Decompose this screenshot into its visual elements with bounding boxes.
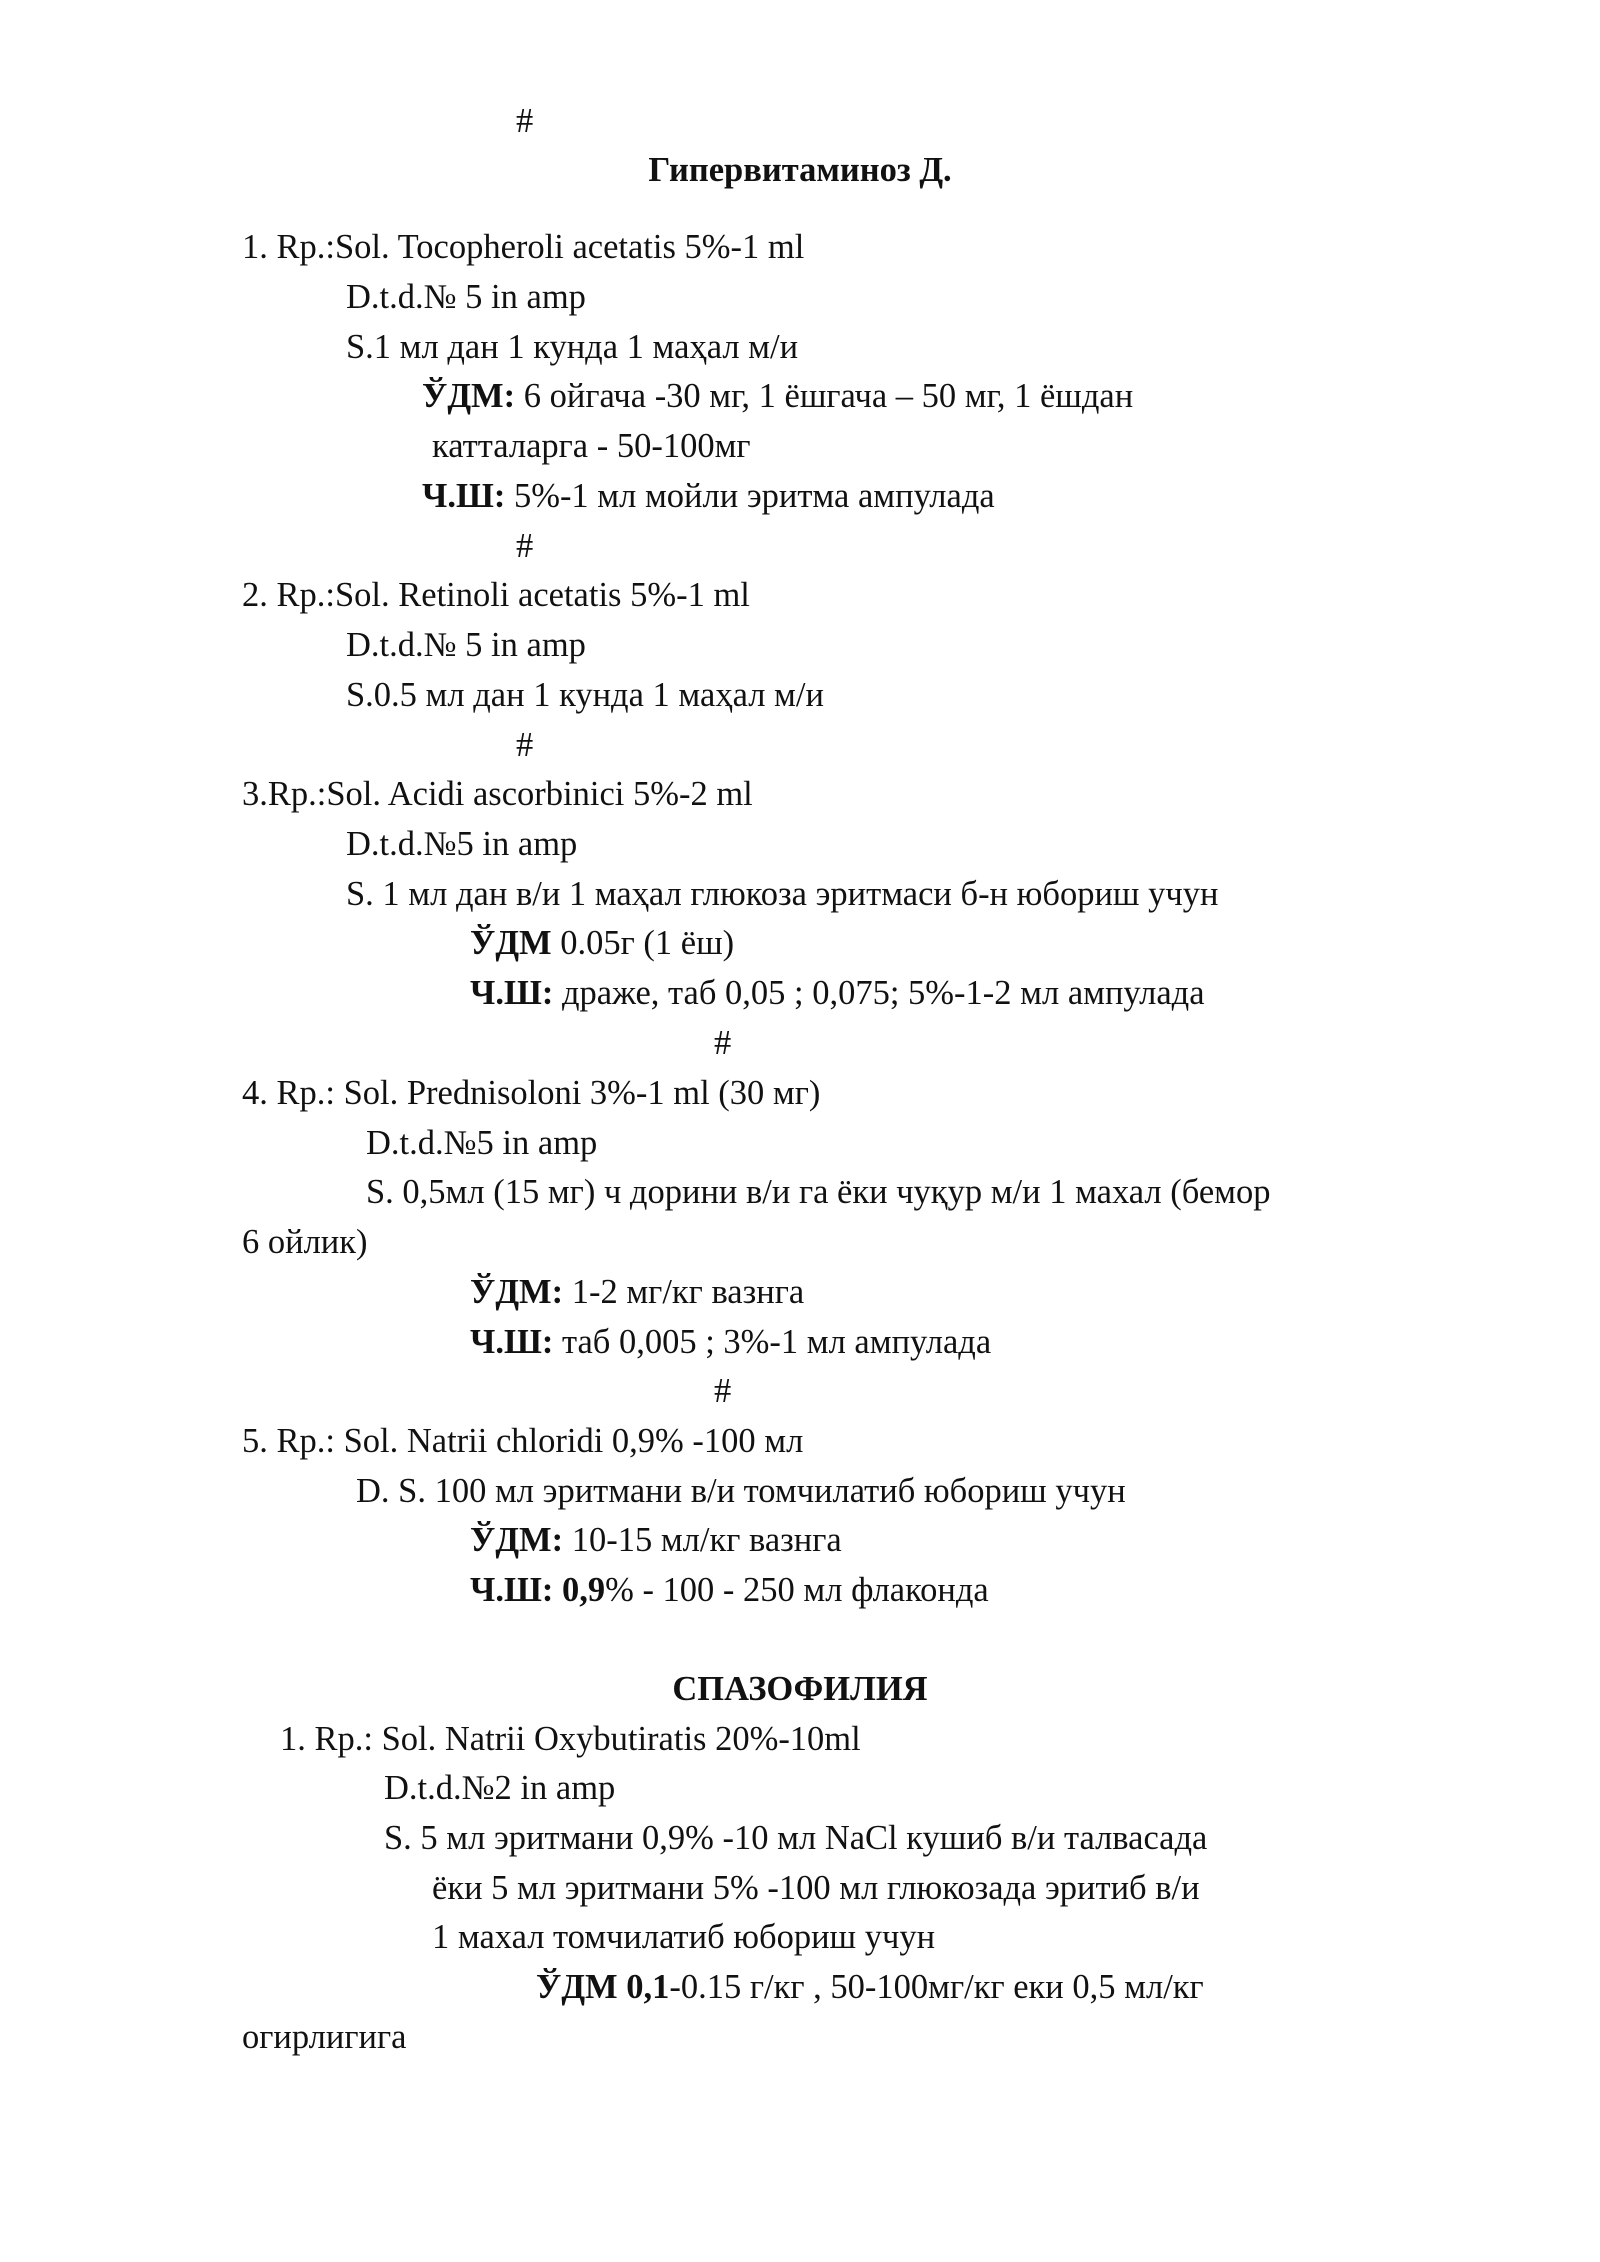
- section-title-spasmophilia: СПАЗОФИЛИЯ: [672, 1670, 928, 1708]
- section-title-hypervitaminosis: Гипервитаминоз Д.: [648, 151, 952, 189]
- rx3-chsh-line: [470, 976, 1205, 1011]
- udm-text: 1-2 мг/кг вазнга: [563, 1273, 805, 1311]
- rx2-recipe-line: 2. Rp.:Sol. Retinoli acetatis 5%-1 ml: [242, 576, 750, 614]
- rx3-udm-line: [470, 926, 734, 961]
- rx2-dtd-line: D.t.d.№ 5 in amp: [346, 626, 586, 664]
- udm-text: 6 ойгача -30 мг, 1 ёшгача – 50 мг, 1 ёшдан: [515, 377, 1134, 415]
- rx4-signa-line: S. 0,5мл (15 мг) ч дорини в/и га ёки чуқур м/и 1 махал (бемор: [366, 1173, 1271, 1211]
- udm-text: 10-15 мл/кг вазнга: [563, 1521, 842, 1559]
- rx1-dtd-line: D.t.d.№ 5 in amp: [346, 278, 586, 316]
- rx4-chsh-line: [470, 1325, 991, 1360]
- s2-rx1-dtd-line: D.t.d.№2 in amp: [384, 1769, 616, 1807]
- s2-rx1-udm-continuation: огирлигига: [242, 2018, 407, 2056]
- separator-mark: #: [714, 1024, 732, 1062]
- s2-rx1-signa-continuation-1: ёки 5 мл эритмани 5% -100 мл глюкозада эритиб в/и: [432, 1869, 1200, 1907]
- separator-mark: #: [516, 726, 534, 764]
- udm-label: ЎДМ:: [470, 1521, 564, 1559]
- udm-label: ЎДМ:: [422, 377, 516, 415]
- rx1-udm-continuation: катталарга - 50-100мг: [432, 427, 751, 465]
- udm-label: ЎДМ:: [470, 1273, 564, 1311]
- chsh-label: Ч.Ш:: [470, 974, 554, 1012]
- udm-text: -0.15 г/кг , 50-100мг/кг еки 0,5 мл/кг: [669, 1968, 1204, 2006]
- s2-rx1-recipe-line: 1. Rp.: Sol. Natrii Oxybutiratis 20%-10ml: [280, 1720, 861, 1758]
- rx5-ds-line: D. S. 100 мл эритмани в/и томчилатиб юбориш учун: [356, 1472, 1126, 1510]
- rx2-signa-line: S.0.5 мл дан 1 кунда 1 маҳал м/и: [346, 676, 824, 714]
- s2-rx1-signa-line: S. 5 мл эритмани 0,9% -10 мл NaCl кушиб в/и талвасада: [384, 1819, 1208, 1857]
- udm-label: ЎДМ: [470, 924, 552, 962]
- chsh-label: Ч.Ш:: [470, 1323, 554, 1361]
- rx3-signa-line: S. 1 мл дан в/и 1 маҳал глюкоза эритмаси б-н юбориш учун: [346, 875, 1219, 913]
- chsh-label: Ч.Ш:: [422, 477, 506, 515]
- rx4-udm-line: [470, 1275, 804, 1310]
- chsh-label: Ч.Ш: 0,9: [470, 1571, 606, 1609]
- chsh-text: 5%-1 мл мойли эритма ампулада: [505, 477, 995, 515]
- rx5-chsh-line: [470, 1573, 989, 1608]
- rx4-dtd-line: D.t.d.№5 in amp: [366, 1124, 598, 1162]
- rx5-recipe-line: 5. Rp.: Sol. Natrii chloridi 0,9% -100 мл: [242, 1422, 804, 1460]
- separator-mark: #: [714, 1372, 732, 1410]
- separator-mark: #: [516, 527, 534, 565]
- chsh-text: % - 100 - 250 мл флаконда: [605, 1571, 989, 1609]
- udm-text: 0.05г (1 ёш): [551, 924, 735, 962]
- rx3-dtd-line: D.t.d.№5 in amp: [346, 825, 578, 863]
- rx1-udm-line: [422, 379, 1133, 414]
- rx4-recipe-line: 4. Rp.: Sol. Prednisoloni 3%-1 ml (30 мг): [242, 1074, 821, 1112]
- rx3-recipe-line: 3.Rp.:Sol. Acidi ascorbinici 5%-2 ml: [242, 775, 753, 813]
- rx4-signa-continuation: 6 ойлик): [242, 1223, 368, 1261]
- separator-mark: #: [516, 102, 534, 140]
- s2-rx1-signa-continuation-2: 1 махал томчилатиб юбориш учун: [432, 1918, 936, 1956]
- s2-rx1-udm-line: [536, 1970, 1204, 2005]
- rx1-signa-line: S.1 мл дан 1 кунда 1 маҳал м/и: [346, 328, 799, 366]
- udm-label: ЎДМ 0,1: [536, 1968, 670, 2006]
- chsh-text: драже, таб 0,05 ; 0,075; 5%-1-2 мл ампулада: [553, 974, 1205, 1012]
- rx1-chsh-line: [422, 479, 995, 514]
- rx5-udm-line: [470, 1523, 842, 1558]
- chsh-text: таб 0,005 ; 3%-1 мл ампулада: [553, 1323, 992, 1361]
- rx1-recipe-line: 1. Rp.:Sol. Tocopheroli acetatis 5%-1 ml: [242, 228, 805, 266]
